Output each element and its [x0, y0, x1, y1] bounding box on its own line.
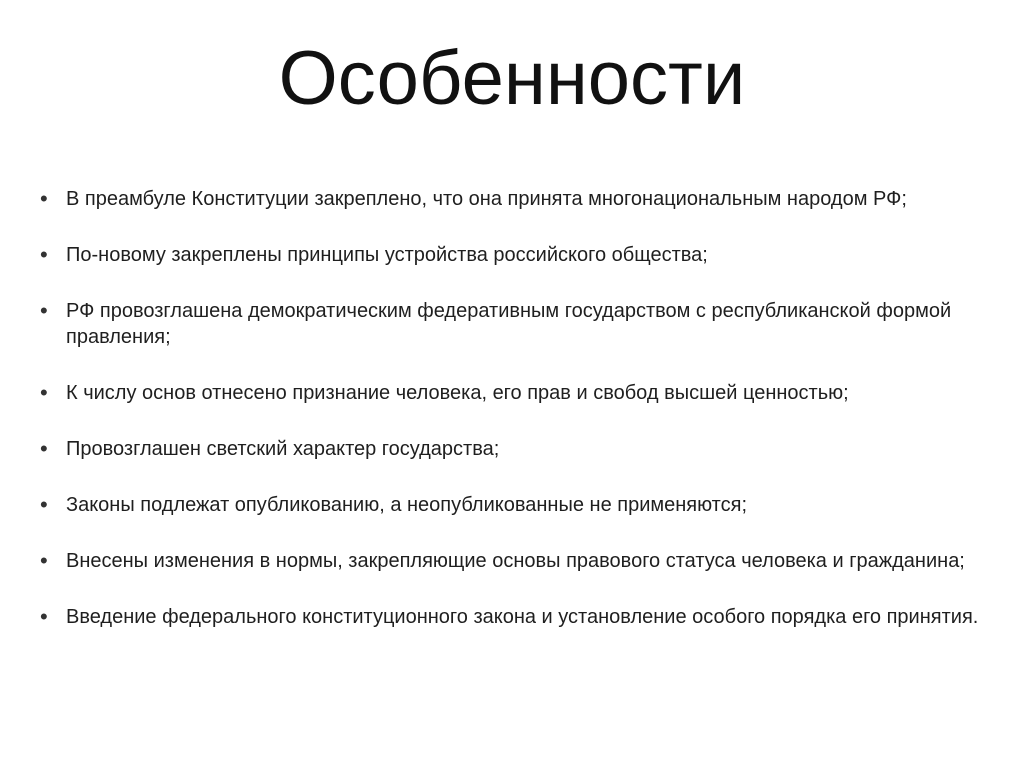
bullet-dot-icon: •: [40, 492, 48, 517]
bullet-item: [38, 186, 998, 212]
bullet-text: К числу основ отнесено признание человека, его прав и свобод высшей ценностью;: [66, 382, 849, 404]
bullet-dot-icon: •: [40, 298, 48, 323]
slide-title: Особенности: [278, 36, 746, 121]
bullet-text: Законы подлежат опубликованию, а неопубликованные не применяются;: [66, 494, 748, 516]
bullet-text: РФ провозглашена демократическим федеративным государством с республиканской формой правления;: [66, 300, 952, 348]
bullet-text: Введение федерального конституционного закона и установление особого порядка его принятия.: [66, 606, 979, 628]
bullet-text: В преамбуле Конституции закреплено, что она принята многонациональным народом РФ;: [66, 188, 907, 210]
bullet-item: [38, 492, 998, 518]
bullet-item: [38, 548, 998, 574]
bullet-dot-icon: •: [40, 242, 48, 267]
bullet-item: [38, 380, 998, 406]
bullet-dot-icon: •: [40, 436, 48, 461]
bullet-text: По-новому закреплены принципы устройства российского общества;: [66, 244, 708, 266]
bullet-item: [38, 242, 998, 268]
bullet-dot-icon: •: [40, 380, 48, 405]
bullet-list: [38, 186, 998, 630]
bullet-dot-icon: •: [40, 604, 48, 629]
bullet-dot-icon: •: [40, 548, 48, 573]
bullet-text: Внесены изменения в нормы, закрепляющие основы правового статуса человека и гражданина;: [66, 550, 965, 572]
bullet-item: [38, 604, 998, 630]
bullet-dot-icon: •: [40, 186, 48, 211]
bullet-text: Провозглашен светский характер государства;: [66, 438, 500, 460]
bullet-item: [38, 298, 998, 350]
bullet-item: [38, 436, 998, 462]
